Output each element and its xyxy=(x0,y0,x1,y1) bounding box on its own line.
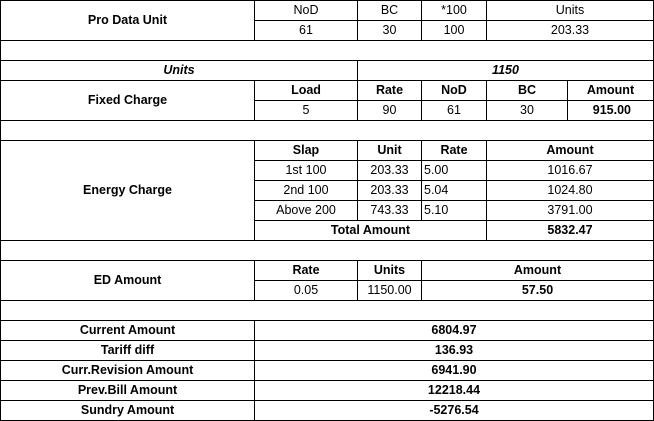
summary-label-sundry-amount: Sundry Amount xyxy=(0,401,255,421)
energy-header-unit: Unit xyxy=(358,141,422,161)
spacer-row xyxy=(0,301,654,321)
summary-value-tariff-diff: 136.93 xyxy=(255,341,654,361)
energy-row-amount: 1024.80 xyxy=(487,181,654,201)
pro-data-header-nod: NoD xyxy=(255,0,358,21)
ed-value-units: 1150.00 xyxy=(358,281,422,301)
ed-amount-label: ED Amount xyxy=(0,261,255,301)
energy-row-amount: 3791.00 xyxy=(487,201,654,221)
energy-row-rate: 5.00 xyxy=(422,161,487,181)
energy-charge-label: Energy Charge xyxy=(0,141,255,241)
energy-row-amount: 1016.67 xyxy=(487,161,654,181)
fixed-value-load: 5 xyxy=(255,101,358,121)
energy-header-rate: Rate xyxy=(422,141,487,161)
fixed-header-rate: Rate xyxy=(358,81,422,101)
spacer-row xyxy=(0,241,654,261)
fixed-header-nod: NoD xyxy=(422,81,487,101)
summary-value-current-amount: 6804.97 xyxy=(255,321,654,341)
fixed-charge-label: Fixed Charge xyxy=(0,81,255,121)
pro-data-unit-label: Pro Data Unit xyxy=(0,0,255,41)
fixed-value-rate: 90 xyxy=(358,101,422,121)
energy-row-slap: 2nd 100 xyxy=(255,181,358,201)
energy-row-unit: 203.33 xyxy=(358,181,422,201)
summary-label-curr-revision-amount: Curr.Revision Amount xyxy=(0,361,255,381)
summary-label-prev-bill-amount: Prev.Bill Amount xyxy=(0,381,255,401)
pro-data-value-nod: 61 xyxy=(255,21,358,41)
fixed-header-load: Load xyxy=(255,81,358,101)
ed-header-rate: Rate xyxy=(255,261,358,281)
energy-total-value: 5832.47 xyxy=(487,221,654,241)
energy-header-slap: Slap xyxy=(255,141,358,161)
energy-row-rate: 5.04 xyxy=(422,181,487,201)
summary-value-prev-bill-amount: 12218.44 xyxy=(255,381,654,401)
ed-value-rate: 0.05 xyxy=(255,281,358,301)
energy-row-rate: 5.10 xyxy=(422,201,487,221)
fixed-header-amount: Amount xyxy=(568,81,654,101)
spacer-row xyxy=(0,121,654,141)
fixed-header-bc: BC xyxy=(487,81,568,101)
energy-total-label: Total Amount xyxy=(255,221,487,241)
summary-value-sundry-amount: -5276.54 xyxy=(255,401,654,421)
energy-row-unit: 743.33 xyxy=(358,201,422,221)
summary-value-curr-revision-amount: 6941.90 xyxy=(255,361,654,381)
energy-row-slap: 1st 100 xyxy=(255,161,358,181)
energy-row-unit: 203.33 xyxy=(358,161,422,181)
fixed-value-amount: 915.00 xyxy=(568,101,654,121)
pro-data-header-bc: BC xyxy=(358,0,422,21)
summary-label-tariff-diff: Tariff diff xyxy=(0,341,255,361)
energy-row-slap: Above 200 xyxy=(255,201,358,221)
units-value: 1150 xyxy=(358,61,654,81)
ed-header-units: Units xyxy=(358,261,422,281)
spacer-row xyxy=(0,41,654,61)
fixed-value-nod: 61 xyxy=(422,101,487,121)
pro-data-header-units: Units xyxy=(487,0,654,21)
ed-header-amount: Amount xyxy=(422,261,654,281)
pro-data-value-bc: 30 xyxy=(358,21,422,41)
ed-value-amount: 57.50 xyxy=(422,281,654,301)
pro-data-value-x100: 100 xyxy=(422,21,487,41)
pro-data-header-x100: *100 xyxy=(422,0,487,21)
summary-label-current-amount: Current Amount xyxy=(0,321,255,341)
energy-header-amount: Amount xyxy=(487,141,654,161)
units-label: Units xyxy=(0,61,358,81)
pro-data-value-units: 203.33 xyxy=(487,21,654,41)
fixed-value-bc: 30 xyxy=(487,101,568,121)
